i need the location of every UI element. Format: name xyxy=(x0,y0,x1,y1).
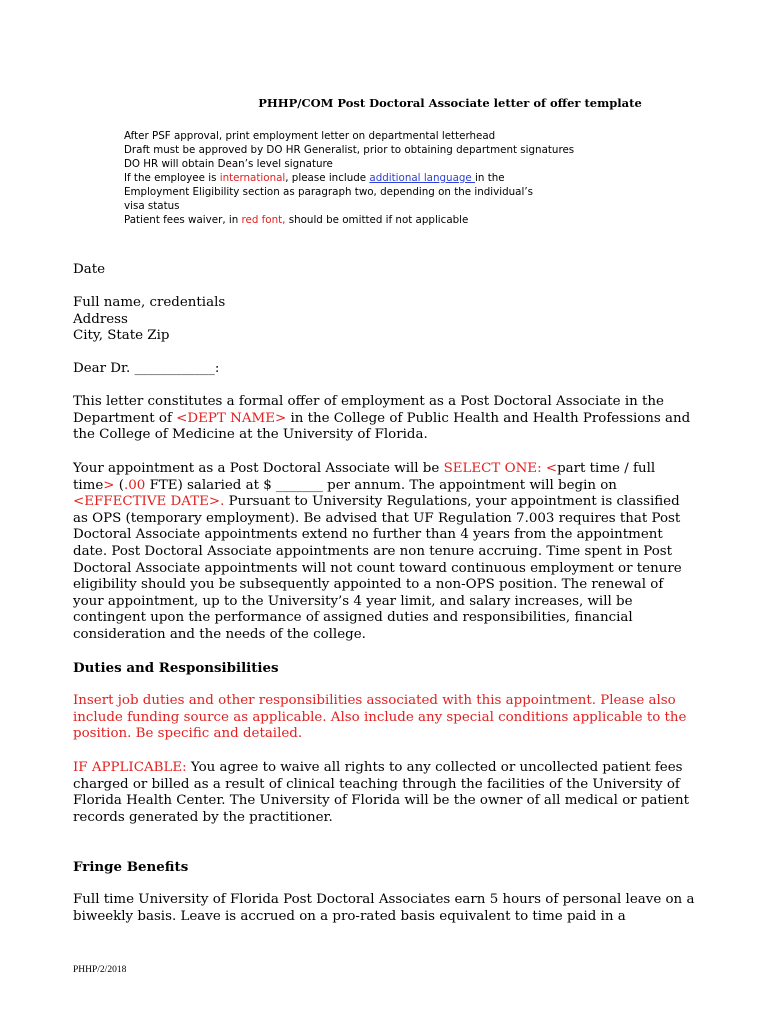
instruction-bullets xyxy=(101,129,661,227)
duties-instruction: Insert job duties and other responsibilities associated with this appointment. Please also include funding source as applicable. Also include any special conditions applicable to the position. Be specific and detailed. xyxy=(73,693,687,742)
paragraph-offer: This letter constitutes a formal offer of employment as a Post Doctoral Associate in the Department of <DEPT NAME> in the College of Public Health and Health Professions and the College of Medicine at the University of Florida. xyxy=(73,394,691,443)
fee-waiver-paragraph: IF APPLICABLE: You agree to waive all rights to any collected or uncollected patient fees charged or billed as a result of clinical teaching through the facilities of the University of Florida Health Center. The University of Florida will be the owner of all medical or patient records generated by the practitioner. xyxy=(73,760,690,825)
recipient-address xyxy=(73,295,698,345)
bullet-item: If the employee is international, please include additional language in the Employment Eligibility section as paragraph two, depending on the individual’s visa status xyxy=(124,172,533,212)
address-line: Address xyxy=(73,311,128,327)
salutation: Dear Dr. ____________: xyxy=(73,361,220,376)
bullet-item: Patient fees waiver, in red font, should be omitted if not applicable xyxy=(124,214,469,226)
bullet-item: After PSF approval, print employment letter on departmental letterhead xyxy=(124,130,496,142)
recipient-name: Full name, credentials xyxy=(73,295,226,310)
duties-heading: Duties and Responsibilities xyxy=(73,660,279,676)
document-title: PHHP/COM Post Doctoral Associate letter of offer template xyxy=(258,96,642,110)
fringe-heading: Fringe Benefits xyxy=(73,859,189,875)
page-footer: PHHP/2/2018 xyxy=(73,965,127,975)
bullet-item: Draft must be approved by DO HR Generalist, prior to obtaining department signatures DO HR will obtain Dean’s level signature xyxy=(124,144,575,170)
city-state-zip: City, State Zip xyxy=(73,328,170,344)
additional-language-link[interactable]: additional language xyxy=(369,172,476,184)
paragraph-appointment: Your appointment as a Post Doctoral Associate will be SELECT ONE: <part time / full time> (.00 FTE) salaried at $ _______ per annum. The appointment will begin on <EFFECTIVE DATE>. Pursuant to University Regulations, your appointment is classified as OPS (temporary employment). Be advised that UF Regulation 7.003 requires that Post Doctoral Associate appointments extend no further than 4 years from the appointment date. Post Doctoral Associate appointments are non tenure accruing. Time spent in Post Doctoral Associate appointments will not count toward continuous employment or tenure eligibility should you be subsequently appointed to a non-OPS position. The renewal of your appointment, up to the University’s 4 year limit, and salary increases, will be contingent upon the performance of assigned duties and responsibilities, financial consideration and the needs of the college. xyxy=(73,461,682,642)
fringe-paragraph: Full time University of Florida Post Doctoral Associates earn 5 hours of personal leave on a biweekly basis. Leave is accrued on a pro-rated basis equivalent to time paid in a xyxy=(73,892,695,924)
date-line: Date xyxy=(73,262,106,277)
